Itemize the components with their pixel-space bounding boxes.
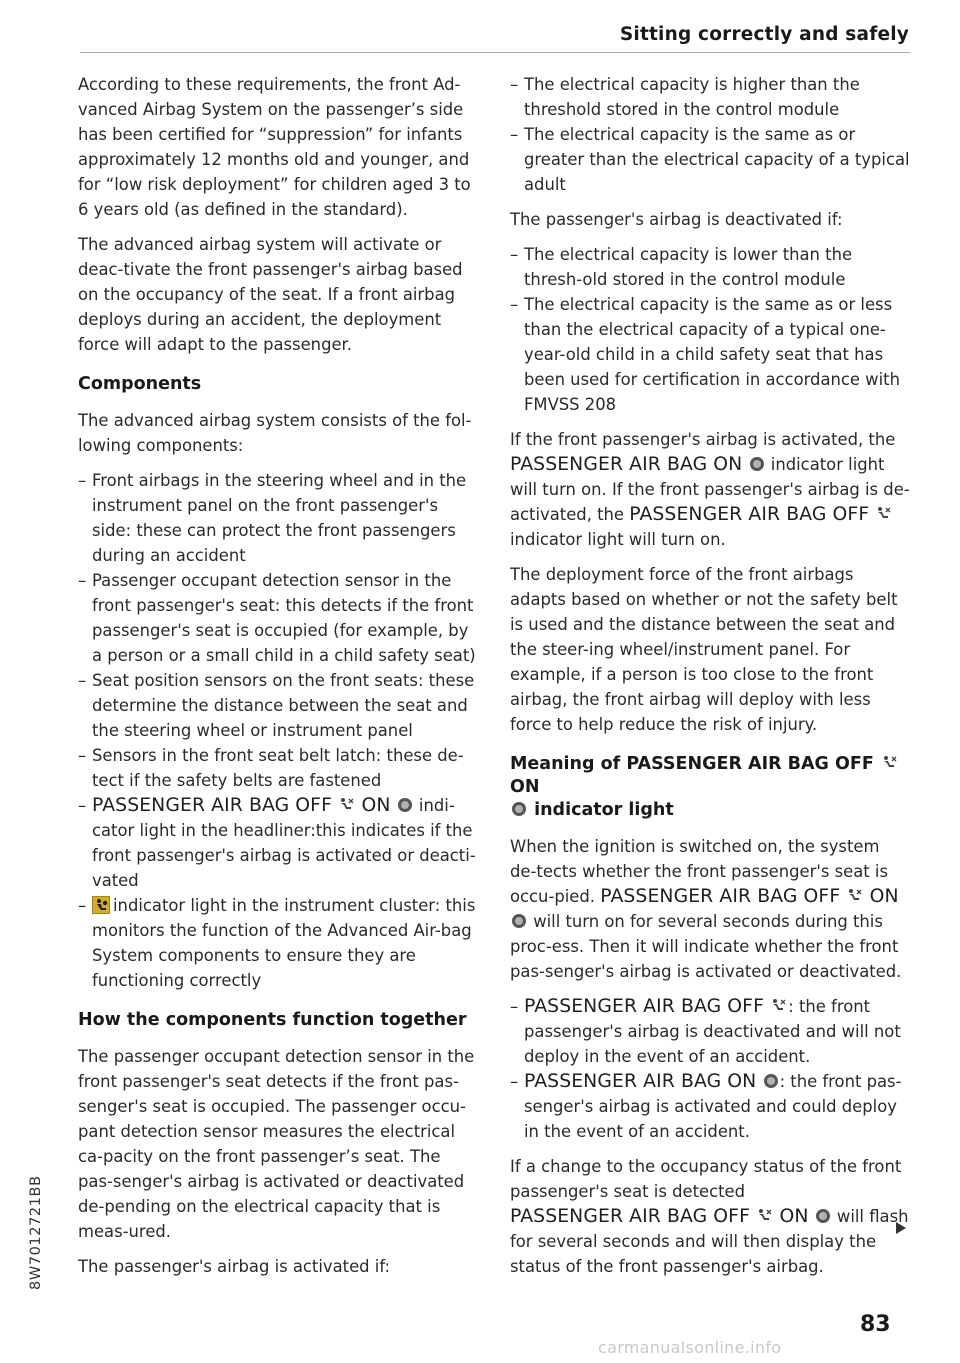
indicator-text: PASSENGER AIR BAG OFF	[92, 795, 332, 816]
passenger-airbag-off-icon	[847, 885, 862, 899]
list-item: – PASSENGER AIR BAG OFF ON indi-cator light in the headliner:this indicates if the front passenger's airbag is activated or deacti-vated	[78, 795, 476, 890]
page-number: 83	[860, 1312, 891, 1337]
header-rule	[80, 52, 910, 53]
paragraph: According to these requirements, the front Ad-vanced Airbag System on the passenger’s side has been certified for “suppression” for infants approximately 12 months old and younger, and for “low risk deployment” for children aged 3 to 6 years old (as defined in the standard).	[78, 75, 471, 219]
right-column	[510, 72, 910, 1289]
activation-list	[510, 72, 910, 197]
list-item: – PASSENGER AIR BAG ON : the front pas-senger's airbag is activated and could deploy in the event of an accident.	[510, 1071, 902, 1141]
paragraph: The advanced airbag system will activate or deac-tivate the front passenger's airbag based on the occupancy of the seat. If a front airbag deploys during an accident, the deployment force will adapt to the passenger.	[78, 235, 463, 354]
running-header: Sitting correctly and safely	[619, 24, 909, 45]
passenger-airbag-off-icon	[876, 503, 891, 517]
watermark: carmanualsonline.info	[598, 1338, 782, 1357]
indicator-text: PASSENGER AIR BAG OFF	[510, 1206, 750, 1227]
indicator-meaning-list	[510, 994, 910, 1144]
passenger-airbag-off-icon	[757, 1205, 772, 1219]
list-item: – Seat position sensors on the front seats: these determine the distance between the seat and the steering wheel or instrument panel	[78, 671, 475, 740]
indicator-text: PASSENGER AIR BAG ON	[524, 1071, 757, 1092]
passenger-airbag-off-icon	[339, 794, 354, 808]
list-item: – Sensors in the front seat belt latch: these de-tect if the safety belts are fastened	[78, 746, 464, 790]
passenger-airbag-on-icon	[512, 914, 526, 928]
paragraph: The passenger occupant detection sensor in the front passenger's seat detects if the front pas-senger's seat is occupied. The passenger occu-pant detection sensor measures the electrical ca-pacity on the front passenger’s seat. The pas-senger's airbag is activated or deactivated de-pending on the electrical capacity that is meas-ured.	[78, 1047, 475, 1241]
components-list	[78, 468, 478, 993]
passenger-airbag-on-icon	[764, 1074, 778, 1088]
airbag-warning-icon	[92, 896, 110, 914]
paragraph: If the front passenger's airbag is activated, the PASSENGER AIR BAG ON indicator light will turn on. If the front passenger's airbag is de-activated, the PASSENGER AIR BAG OFF indicator light will turn on.	[510, 430, 910, 549]
passenger-airbag-on-icon	[398, 798, 412, 812]
passenger-airbag-on-icon	[512, 802, 526, 816]
document-code: 8W7012721BB	[28, 1175, 44, 1290]
left-column	[78, 72, 478, 1289]
indicator-text: ON	[869, 886, 899, 907]
passenger-airbag-on-icon	[816, 1209, 830, 1223]
indicator-text: PASSENGER AIR BAG ON	[510, 454, 743, 475]
section-heading-meaning: Meaning of PASSENGER AIR BAG OFF ON indicator light	[510, 753, 910, 822]
section-heading-components: Components	[78, 374, 202, 394]
deactivation-list	[510, 242, 910, 417]
passenger-airbag-on-icon	[750, 457, 764, 471]
paragraph: The deployment force of the front airbags adapts based on whether or not the safety belt is used and the distance between the seat and the steer-ing wheel/instrument panel. For example, if a person is too close to the front airbag, the front airbag will deploy with less force to help reduce the risk of injury.	[510, 565, 898, 734]
list-item: – The electrical capacity is the same as or greater than the electrical capacity of a typical adult	[510, 125, 910, 194]
list-item: – The electrical capacity is lower than the thresh-old stored in the control module	[510, 245, 853, 289]
list-item: – The electrical capacity is the same as or less than the electrical capacity of a typical one-year-old child in a child safety seat that has been used for certification in accordance with FMVSS 208	[510, 295, 900, 414]
indicator-text: PASSENGER AIR BAG OFF	[600, 886, 841, 907]
next-page-arrow-icon	[896, 1222, 906, 1234]
indicator-text: PASSENGER AIR BAG OFF	[524, 996, 764, 1017]
paragraph: If a change to the occupancy status of the front passenger's seat is detected PASSENGER AIR BAG OFF ON will flash for several seconds and will then display the status of the front passenger's airbag.	[510, 1157, 909, 1276]
list-item: – indicator light in the instrument cluster: this monitors the function of the Advanced Air-bag System components to ensure they are functioning correctly	[78, 896, 476, 990]
list-item: – PASSENGER AIR BAG OFF : the front passenger's airbag is deactivated and will not deploy in the event of an accident.	[510, 996, 901, 1066]
paragraph: When the ignition is switched on, the system de-tects whether the front passenger's seat is occu-pied. PASSENGER AIR BAG OFF ON will turn on for several seconds during this proc-ess. Then it will indicate whether the front pas-senger's airbag is activated or deactivated.	[510, 837, 902, 981]
indicator-text: PASSENGER AIR BAG OFF	[629, 504, 870, 525]
indicator-text: ON	[361, 795, 391, 816]
passenger-airbag-off-icon	[882, 754, 897, 768]
list-item: – Front airbags in the steering wheel and in the instrument panel on the front passenger's side: these can protect the front passengers during an accident	[78, 471, 467, 565]
paragraph: The passenger's airbag is activated if:	[78, 1257, 391, 1276]
passenger-airbag-off-icon	[771, 995, 786, 1009]
paragraph: The passenger's airbag is deactivated if:	[510, 210, 843, 229]
indicator-text: ON	[779, 1206, 809, 1227]
list-item: – The electrical capacity is higher than the threshold stored in the control module	[510, 75, 860, 119]
paragraph: The advanced airbag system consists of the fol-lowing components:	[78, 411, 472, 455]
section-heading-together: How the components function together	[78, 1010, 467, 1030]
list-item: – Passenger occupant detection sensor in the front passenger's seat: this detects if the front passenger's seat is occupied (for example, by a person or a small child in a child safety seat)	[78, 571, 476, 665]
